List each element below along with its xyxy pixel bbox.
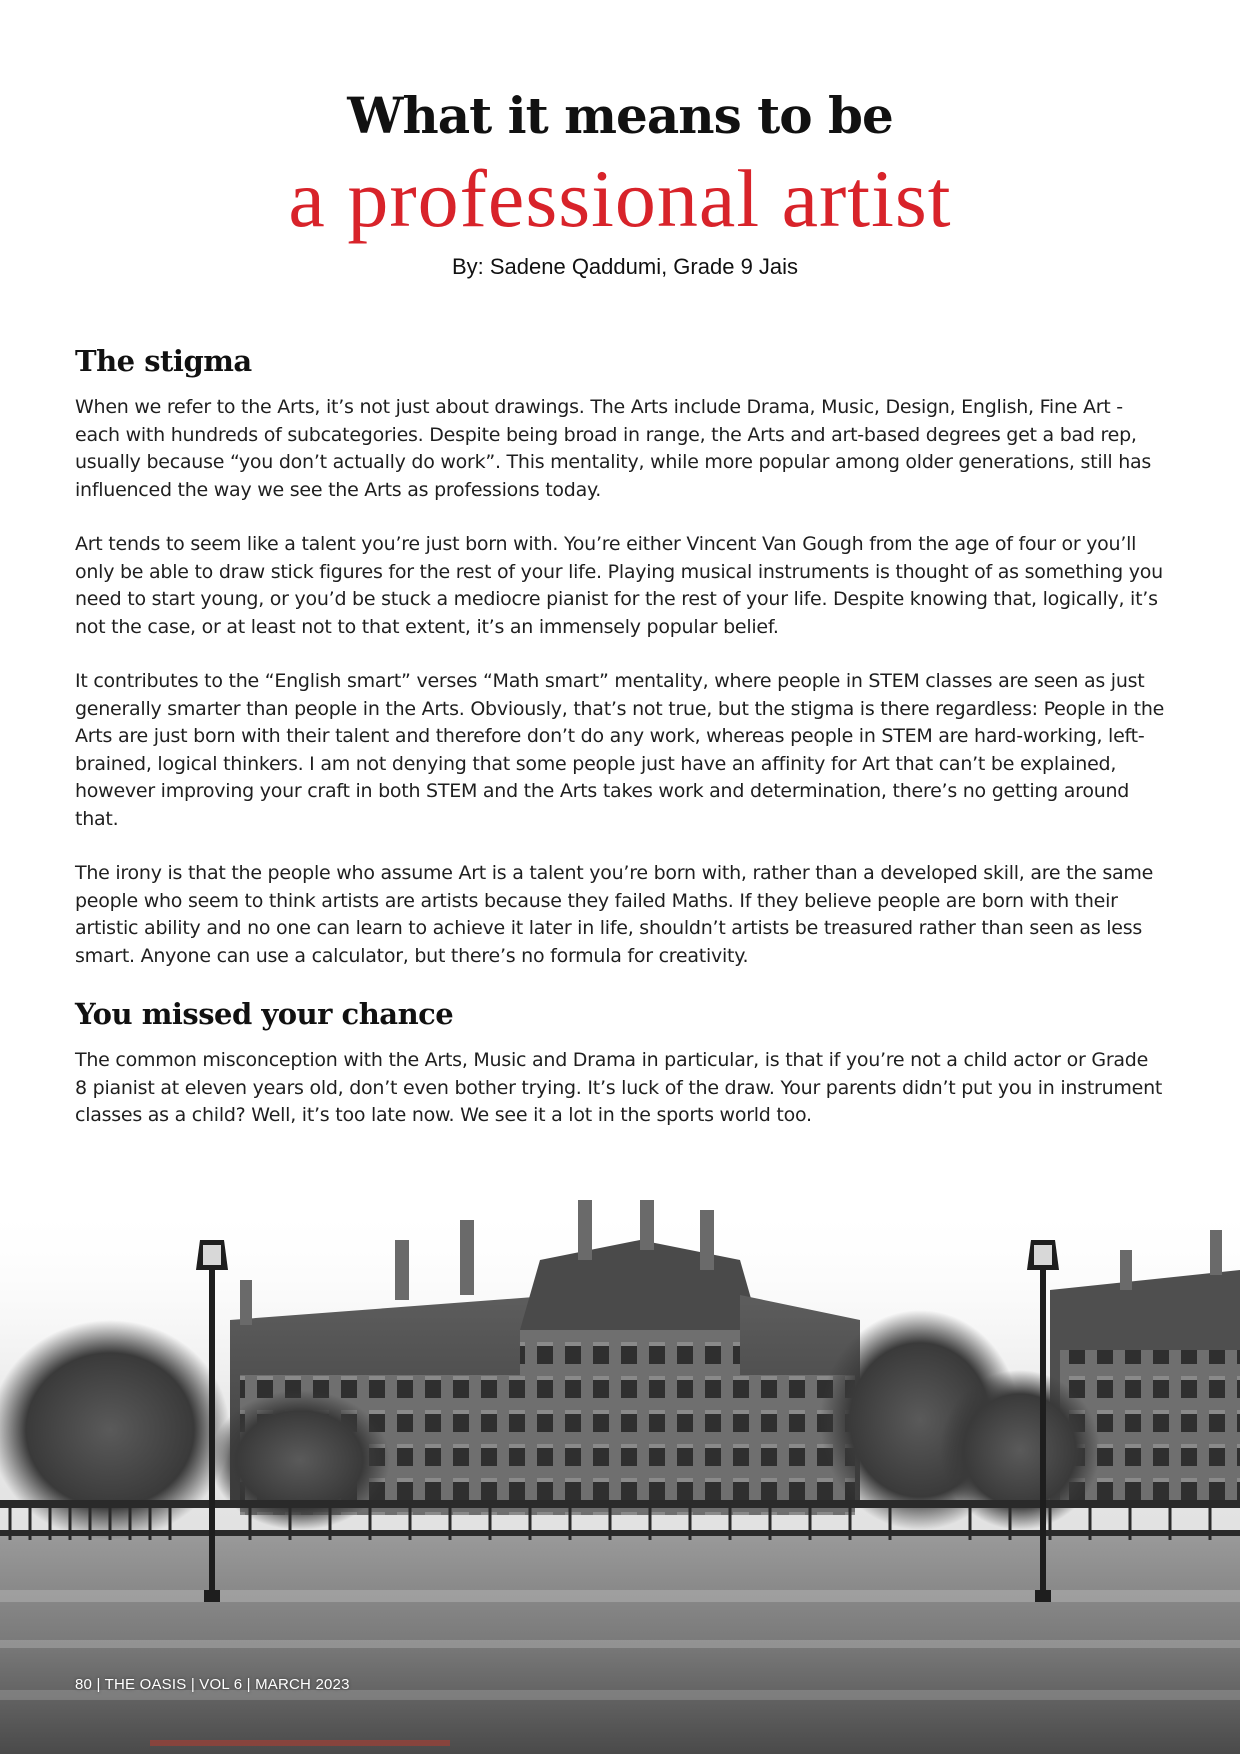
- article-byline: By: Sadene Qaddumi, Grade 9 Jais: [451, 254, 799, 279]
- article-body: [75, 344, 1165, 1157]
- building-painting-illustration: [0, 1200, 1240, 1754]
- paragraph: The irony is that the people who assume Art is a talent you’re born with, rather than a developed skill, are the same people who seem to think artists are artists because they failed Maths. If they believe people are born with their artistic ability and no one can learn to achieve it later in life, shouldn’t artists be treasured rather than seen as less smart. Anyone can use a calculator, but there’s no formula for creativity.: [75, 862, 1154, 967]
- paragraph: When we refer to the Arts, it’s not just about drawings. The Arts include Drama, Music, Design, English, Fine Art - each with hundreds of subcategories. Despite being broad in range, the Arts and art-based degrees get a bad rep, usually because “you don’t actually do work”. This mentality, while more popular among older generations, still has influenced the way we see the Arts as professions today.: [75, 396, 1152, 501]
- section-heading: You missed your chance: [75, 997, 454, 1031]
- article-title-line-2: a professional artist: [288, 153, 952, 244]
- paragraph: Art tends to seem like a talent you’re just born with. You’re either Vincent Van Gough from the age of four or you’ll only be able to draw stick figures for the rest of your life. Playing musical instruments is thought of as something you need to start young, or you’d be stuck a mediocre pianist for the rest of your life. Despite knowing that, logically, it’s not the case, or at least not to that extent, it’s an immensely popular belief.: [75, 533, 1163, 638]
- article-title-line-1: What it means to be: [347, 86, 893, 145]
- page-footer: 80 | THE OASIS | VOL 6 | MARCH 2023: [75, 1676, 350, 1693]
- section-you-missed-your-chance: [75, 997, 1165, 1130]
- paragraph: The common misconception with the Arts, Music and Drama in particular, is that if you’re not a child actor or Grade 8 pianist at eleven years old, don’t even bother trying. It’s luck of the draw. Your parents didn’t put you in instrument classes as a child? Well, it’s too late now. We see it a lot in the sports world too.: [75, 1049, 1163, 1126]
- section-heading: The stigma: [75, 344, 252, 378]
- section-the-stigma: [75, 344, 1165, 970]
- paragraph: It contributes to the “English smart” verses “Math smart” mentality, where people in STEM classes are seen as just generally smarter than people in the Arts. Obviously, that’s not true, but the stigma is there regardless: People in the Arts are just born with their talent and therefore don’t do any work, whereas people in STEM are hard-working, left-brained, logical thinkers. I am not denying that some people just have an affinity for Art that can’t be explained, however improving your craft in both STEM and the Arts takes work and determination, there’s no getting around that.: [75, 670, 1165, 830]
